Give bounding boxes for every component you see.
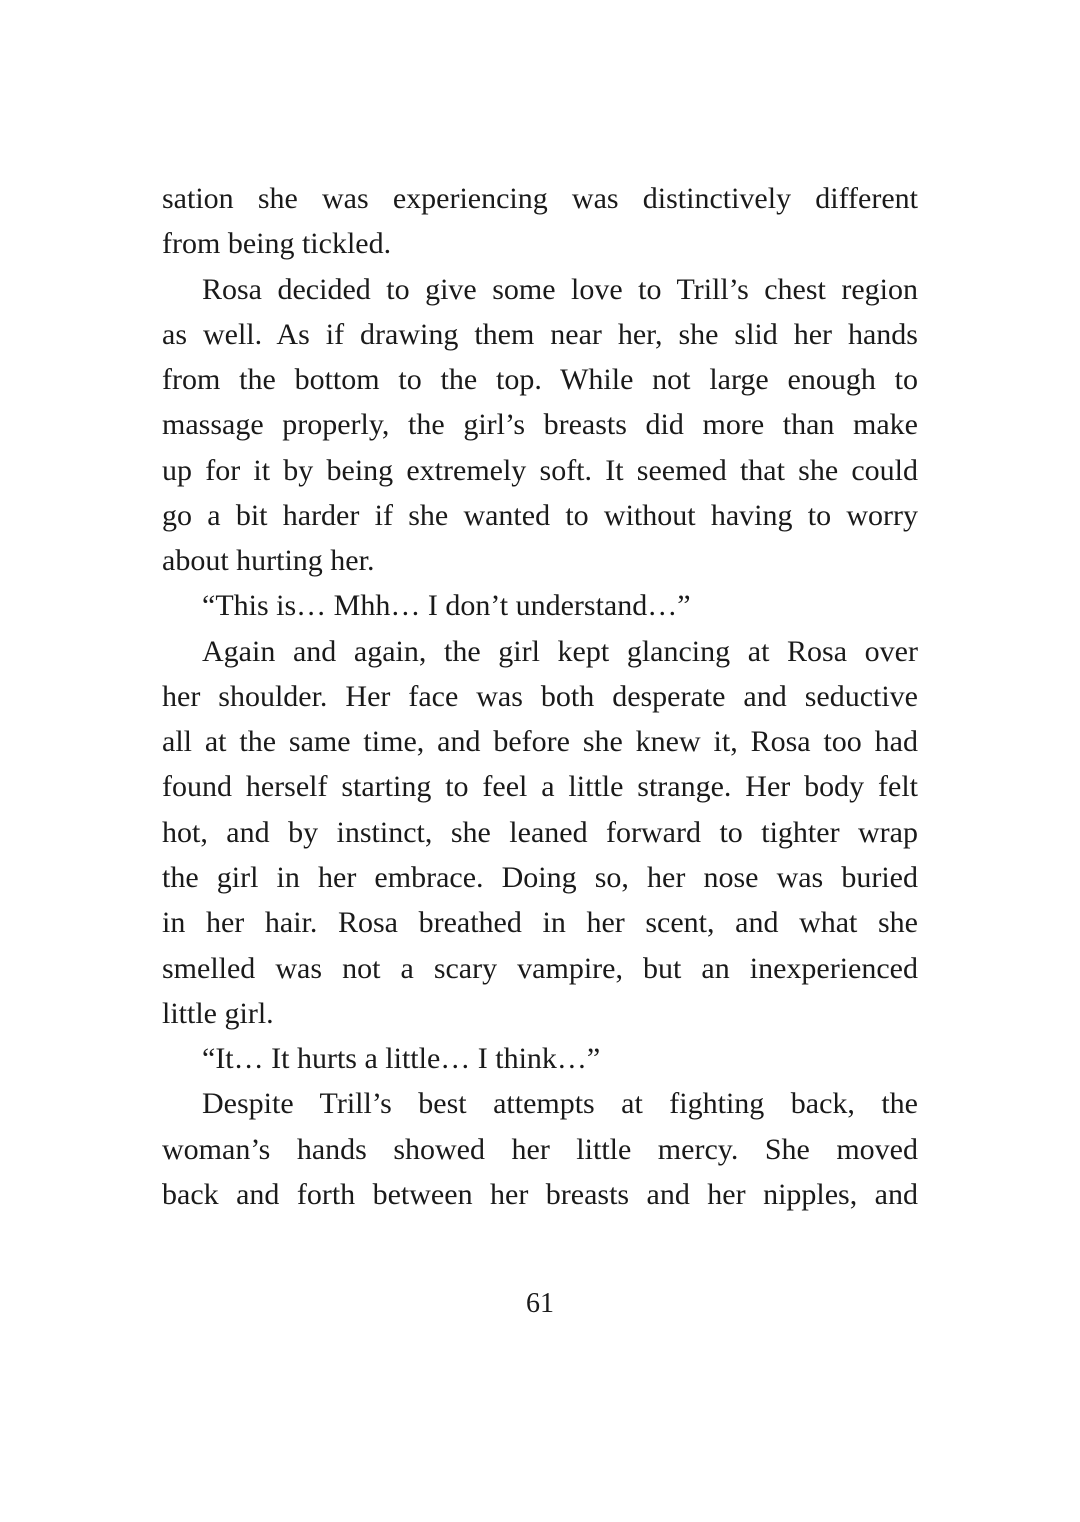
text-line: sation she was experiencing was distinctively different xyxy=(162,182,918,215)
text-line: up for it by being extremely soft. It seemed that she could xyxy=(162,453,918,487)
text-line: from the bottom to the top. While not large enough to xyxy=(162,363,918,397)
text-line: found herself starting to feel a little strange. Her body felt xyxy=(162,770,918,804)
text-line: from being tickled. xyxy=(162,227,392,261)
text-line: all at the same time, and before she knew it, Rosa too had xyxy=(162,725,918,759)
text-line: in her hair. Rosa breathed in her scent, and what she xyxy=(162,906,918,940)
text-line: back and forth between her breasts and her nipples, and xyxy=(162,1177,918,1211)
text-line: the girl in her embrace. Doing so, her nose was buried xyxy=(162,860,918,894)
body-text xyxy=(162,176,918,1217)
page-number: 61 xyxy=(526,1288,554,1319)
text-line: Again and again, the girl kept glancing at Rosa over xyxy=(202,634,918,668)
text-line: massage properly, the girl’s breasts did more than make xyxy=(162,408,918,442)
text-line: “This is… Mhh… I don’t understand…” xyxy=(202,589,691,623)
text-line: her shoulder. Her face was both desperate and seductive xyxy=(162,679,918,713)
text-line: “It… It hurts a little… I think…” xyxy=(202,1042,601,1076)
text-line: woman’s hands showed her little mercy. She moved xyxy=(162,1132,918,1166)
text-line: as well. As if drawing them near her, she slid her hands xyxy=(162,317,918,351)
text-line: little girl. xyxy=(162,996,274,1030)
text-line: about hurting her. xyxy=(162,544,375,578)
text-line: Despite Trill’s best attempts at fighting back, the xyxy=(202,1087,918,1121)
text-line: Rosa decided to give some love to Trill’s chest region xyxy=(202,272,918,306)
text-line: hot, and by instinct, she leaned forward to tighter wrap xyxy=(162,815,918,849)
text-line: smelled was not a scary vampire, but an inexperienced xyxy=(162,951,918,985)
text-line: go a bit harder if she wanted to without having to worry xyxy=(162,498,918,532)
